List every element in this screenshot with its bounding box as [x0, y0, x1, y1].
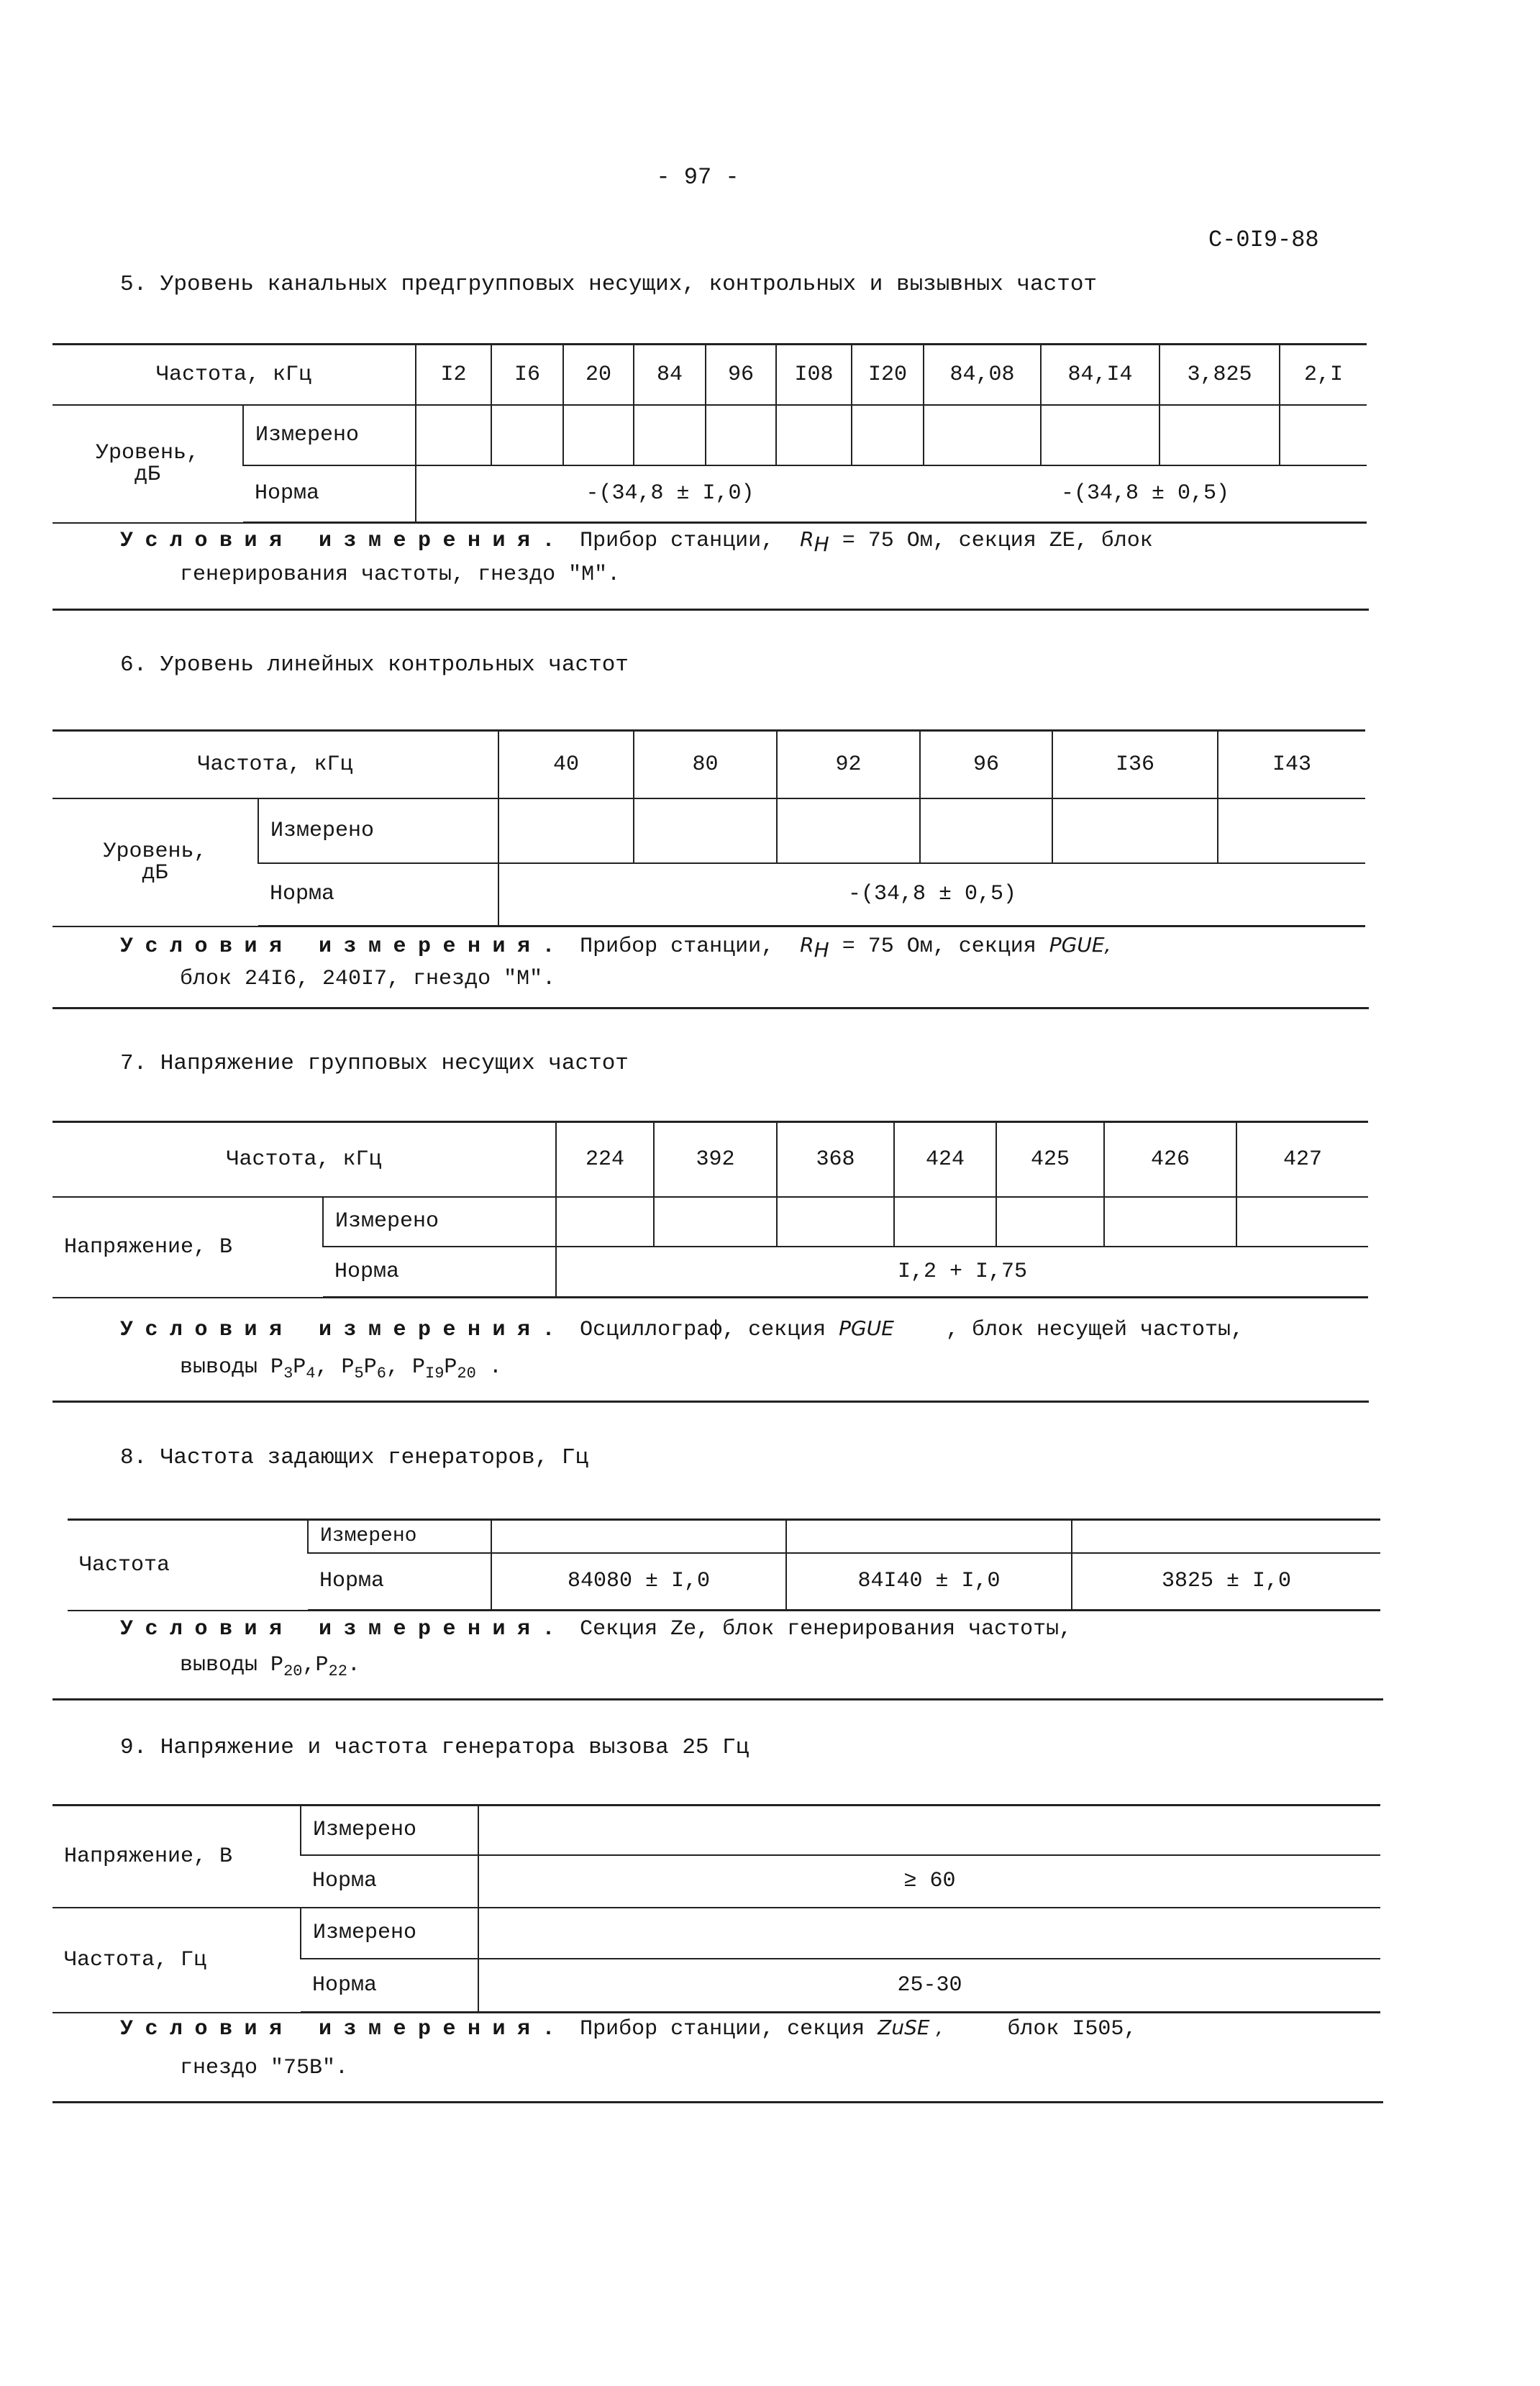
conditions-text: блок I505, [1007, 2017, 1137, 2041]
conditions-text: , блок несущей частоты, [945, 1318, 1244, 1342]
conditions-text: Прибор станции, секция [580, 2017, 865, 2041]
divider [53, 2101, 1383, 2103]
measured-cell [491, 1520, 786, 1553]
section-code: ZuSE , [878, 2016, 943, 2039]
table-header-row [53, 1122, 1368, 1197]
freq-cell: 426 [1104, 1122, 1236, 1197]
norm-label: Норма [301, 1855, 478, 1908]
measured-cell [491, 405, 563, 465]
measured-label: Измерено [243, 405, 416, 465]
measured-label: Измерено [258, 798, 498, 863]
measured-row [53, 1197, 1368, 1247]
measured-cell [924, 405, 1041, 465]
divider [53, 1401, 1369, 1403]
measured-cell [852, 405, 924, 465]
section-6-table [53, 729, 1365, 927]
sentence-end: . [488, 1355, 502, 1380]
norm-value: 3825 ± I,0 [1072, 1553, 1380, 1611]
freq-cell: 368 [777, 1122, 894, 1197]
measured-cell [706, 405, 776, 465]
norm-value: ≥ 60 [478, 1855, 1380, 1908]
section-6-conditions [120, 933, 1111, 962]
freq-cell: 84,08 [924, 345, 1041, 405]
table-header-row [53, 345, 1367, 405]
norm-label: Норма [301, 1959, 478, 2013]
pin-letter: Р [293, 1355, 306, 1380]
resistance-symbol: R [800, 527, 814, 551]
level-label-line1: Уровень, [103, 839, 207, 864]
pin-pair [411, 1355, 476, 1383]
norm-value-b: -(34,8 ± 0,5) [924, 465, 1367, 523]
freq-cell: I20 [852, 345, 924, 405]
freq-cell: 427 [1236, 1122, 1368, 1197]
frequency-measured-row [53, 1908, 1380, 1959]
pin-number: I9 [425, 1365, 445, 1383]
freq-cell: 424 [894, 1122, 996, 1197]
conditions-lead: Условия измерения. [120, 2017, 568, 2041]
section-8-title: 8. Частота задающих генераторов, Гц [120, 1445, 589, 1470]
measured-cell [634, 798, 777, 863]
sentence-end: . [347, 1653, 360, 1677]
freq-cell: 96 [920, 731, 1052, 798]
voltage-label: Напряжение, В [53, 1197, 323, 1298]
resistance-symbol: R [800, 933, 814, 957]
freq-cell: 92 [777, 731, 920, 798]
header-frequency: Частота, кГц [53, 345, 416, 405]
outputs-label: выводы [180, 1355, 258, 1380]
section-5-conditions [120, 527, 1153, 556]
measured-cell [1236, 1197, 1368, 1247]
voltage-measured-row [53, 1806, 1380, 1855]
measured-cell [1104, 1197, 1236, 1247]
freq-cell: 40 [498, 731, 634, 798]
freq-cell: 84,I4 [1041, 345, 1159, 405]
measured-cell [556, 1197, 654, 1247]
freq-cell: 3,825 [1159, 345, 1280, 405]
pin-letter: Р [444, 1355, 457, 1380]
measured-cell [634, 405, 706, 465]
section-9-conditions-line2: гнездо "75В". [180, 2056, 349, 2080]
divider [53, 1007, 1369, 1009]
measured-label: Измерено [308, 1520, 491, 1553]
measured-cell [416, 405, 491, 465]
conditions-text: = 75 Ом, секция ZE, блок [842, 529, 1153, 553]
section-8-conditions [120, 1617, 1072, 1641]
norm-value: 25-30 [478, 1959, 1380, 2013]
measured-cell [654, 1197, 777, 1247]
section-8-conditions-line2 [180, 1653, 360, 1680]
norm-value-a: -(34,8 ± I,0) [416, 465, 924, 523]
pin-letter: Р [270, 1355, 284, 1380]
pin-letter: Р [363, 1355, 377, 1380]
page-number: - 97 - [656, 164, 739, 191]
pin-number: 20 [283, 1662, 303, 1680]
conditions-text: Прибор станции, [580, 529, 775, 553]
measured-label: Измерено [323, 1197, 556, 1247]
freq-cell: I08 [776, 345, 852, 405]
measured-cell [777, 1197, 894, 1247]
pin-number: 20 [457, 1365, 476, 1383]
freq-cell: 425 [996, 1122, 1104, 1197]
conditions-text: Осциллограф, секция [580, 1318, 826, 1342]
pin-pair: $Р_5Р_6$, [341, 1355, 399, 1383]
section-8-table [68, 1518, 1380, 1611]
level-label-line2: дБ [142, 860, 168, 885]
freq-cell: 84 [634, 345, 706, 405]
freq-cell: I6 [491, 345, 563, 405]
pin-pair: $Р_3Р_4$, [270, 1355, 329, 1383]
norm-row [53, 465, 1367, 523]
measured-cell [1159, 405, 1280, 465]
measured-cell [776, 405, 852, 465]
norm-value: -(34,8 ± 0,5) [498, 863, 1365, 926]
pin-letter: Р [411, 1355, 425, 1380]
section-7-conditions-line2 [180, 1355, 502, 1383]
measured-label: Измерено [301, 1908, 478, 1959]
measured-label: Измерено [301, 1806, 478, 1855]
measured-cell [1072, 1520, 1380, 1553]
section-5-title: 5. Уровень канальных предгрупповых несущих, контрольных и вызывных частот [120, 272, 1098, 297]
divider [53, 1698, 1383, 1700]
conditions-lead: Условия измерения. [120, 1617, 568, 1641]
measured-cell [920, 798, 1052, 863]
freq-cell: 224 [556, 1122, 654, 1197]
pin-number: 4 [306, 1365, 316, 1383]
pin-number: 6 [376, 1365, 386, 1383]
divider [53, 609, 1369, 611]
level-label [53, 405, 243, 523]
freq-cell: I43 [1218, 731, 1365, 798]
measured-cell [1218, 798, 1365, 863]
measured-cell [478, 1806, 1380, 1855]
norm-label: Норма [323, 1247, 556, 1298]
table-header-row [53, 731, 1365, 798]
measured-row [53, 405, 1367, 465]
measured-cell [1041, 405, 1159, 465]
header-frequency: Частота, кГц [53, 1122, 556, 1197]
level-label-line1: Уровень, [95, 440, 200, 465]
section-7-title: 7. Напряжение групповых несущих частот [120, 1051, 629, 1076]
norm-label: Норма [258, 863, 498, 926]
conditions-text: Прибор станции, [580, 934, 775, 959]
outputs-label: выводы [180, 1653, 258, 1677]
norm-value: 84I40 ± I,0 [786, 1553, 1072, 1611]
freq-cell: 96 [706, 345, 776, 405]
conditions-lead: Условия измерения. [120, 529, 568, 553]
voltage-label: Напряжение, В [53, 1806, 301, 1908]
pin: $Р_{20},Р_{22}$ [270, 1653, 347, 1680]
freq-cell: 80 [634, 731, 777, 798]
freq-cell: 2,I [1280, 345, 1367, 405]
pin-letter: Р [341, 1355, 355, 1380]
section-5-table [53, 343, 1367, 524]
section-code: PGUE [839, 1316, 894, 1340]
measured-row [53, 798, 1365, 863]
section-9-table [53, 1804, 1380, 2013]
measured-row [68, 1520, 1380, 1553]
document-code: С-0I9-88 [1208, 227, 1319, 253]
pin-number: 22 [328, 1662, 347, 1680]
pin-number: 5 [354, 1365, 364, 1383]
level-label-line2: дБ [134, 462, 160, 487]
section-5-conditions-line2: генерирования частоты, гнездо "М". [180, 563, 621, 587]
freq-cell: I36 [1052, 731, 1218, 798]
section-6-conditions-line2: блок 24I6, 240I7, гнездо "М". [180, 967, 556, 991]
header-frequency: Частота, кГц [53, 731, 498, 798]
conditions-text: = 75 Ом, секция [842, 934, 1036, 959]
freq-cell: 392 [654, 1122, 777, 1197]
section-9-title: 9. Напряжение и частота генератора вызова 25 Гц [120, 1735, 750, 1760]
section-code: PGUE, [1049, 933, 1111, 957]
conditions-text: Секция Ze, блок генерирования частоты, [580, 1617, 1072, 1641]
conditions-lead: Условия измерения. [120, 1318, 568, 1342]
frequency-label: Частота, Гц [53, 1908, 301, 2013]
frequency-label: Частота [68, 1520, 308, 1611]
measured-cell [777, 798, 920, 863]
section-9-conditions [120, 2016, 1136, 2041]
resistance-subscript: Н [814, 938, 829, 962]
measured-cell [996, 1197, 1104, 1247]
resistance-subscript: Н [814, 532, 829, 556]
level-label [53, 798, 258, 926]
measured-cell [478, 1908, 1380, 1959]
measured-cell [1052, 798, 1218, 863]
pin-letter: Р [270, 1653, 284, 1677]
pin-letter: Р [315, 1653, 329, 1677]
measured-cell [563, 405, 634, 465]
norm-label: Норма [308, 1553, 491, 1611]
norm-value: I,2 + I,75 [556, 1247, 1368, 1298]
measured-cell [786, 1520, 1072, 1553]
measured-cell [1280, 405, 1367, 465]
measured-cell [498, 798, 634, 863]
conditions-lead: Условия измерения. [120, 934, 568, 959]
norm-label: Норма [243, 465, 416, 523]
freq-cell: 20 [563, 345, 634, 405]
section-7-table [53, 1121, 1368, 1298]
freq-cell: I2 [416, 345, 491, 405]
measured-cell [894, 1197, 996, 1247]
norm-value: 84080 ± I,0 [491, 1553, 786, 1611]
section-6-title: 6. Уровень линейных контрольных частот [120, 652, 629, 678]
pin-number: 3 [283, 1365, 293, 1383]
section-7-conditions [120, 1316, 1244, 1342]
